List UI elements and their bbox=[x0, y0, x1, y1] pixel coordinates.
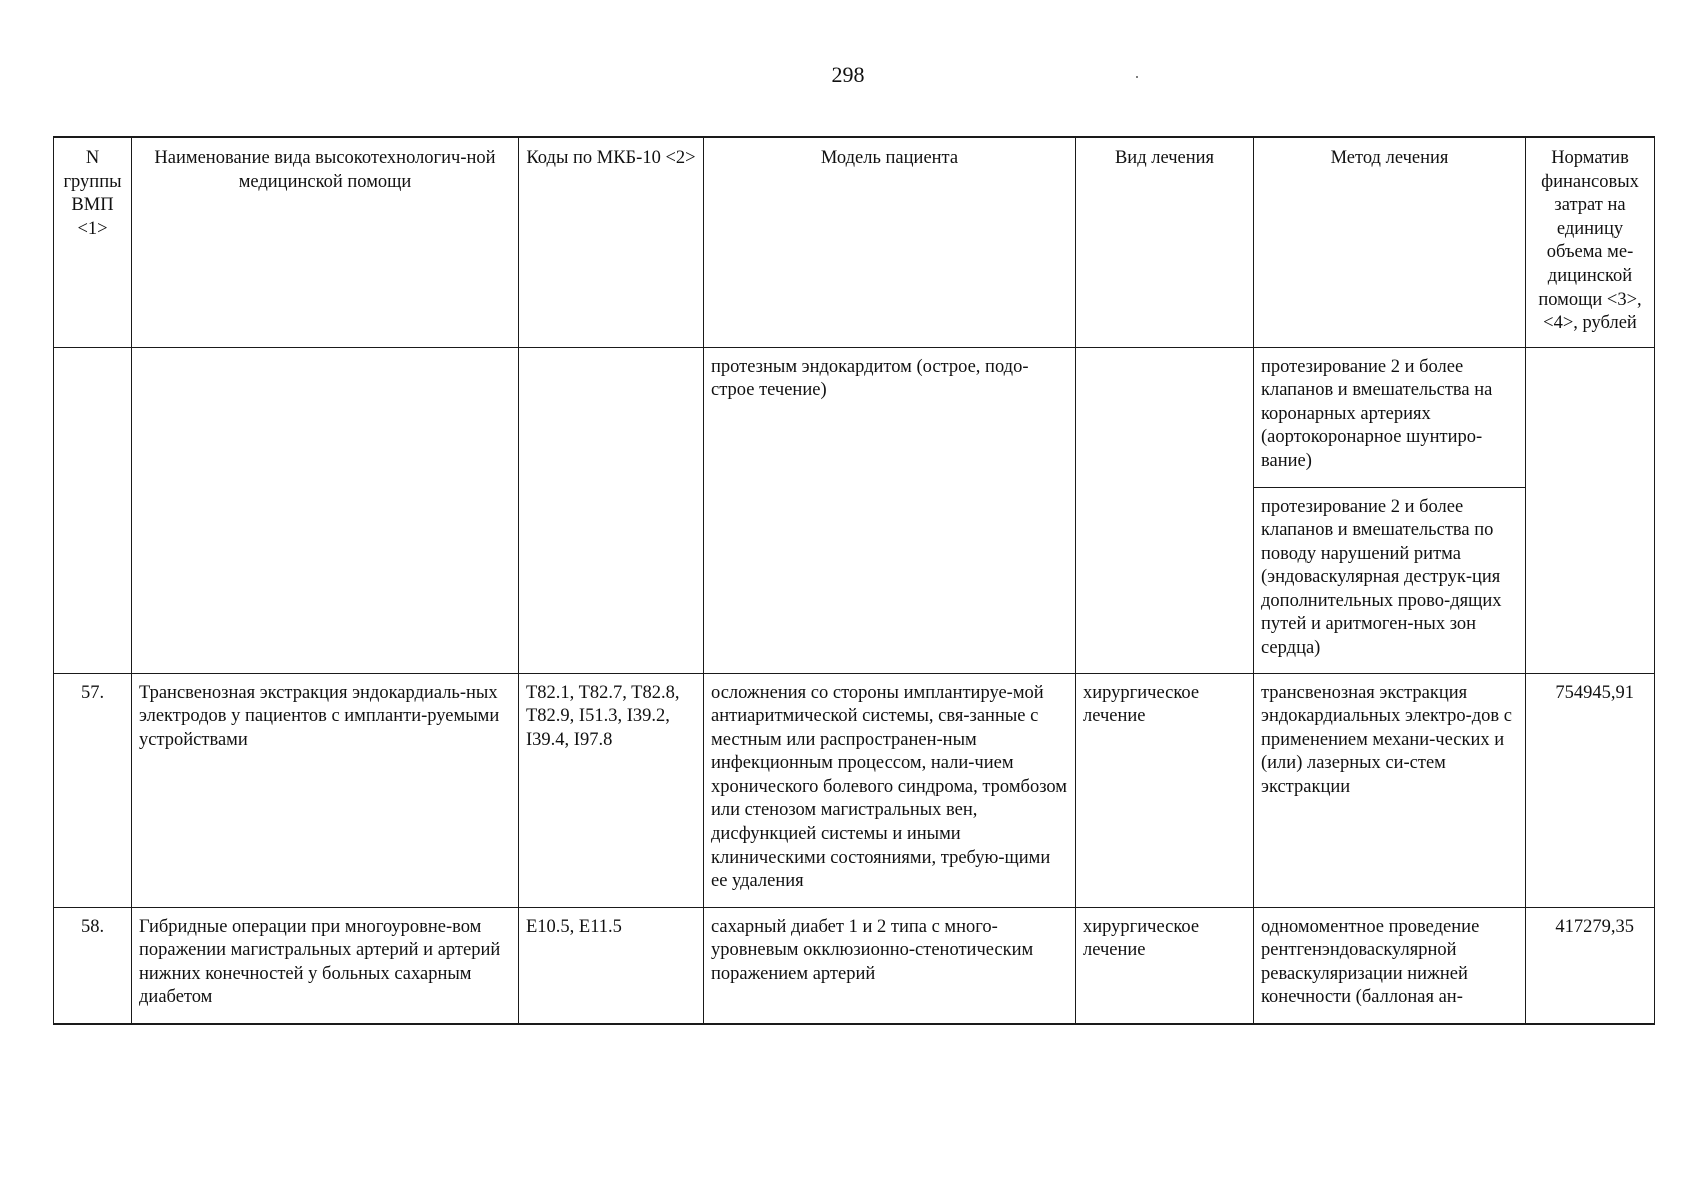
cont-group-cell bbox=[54, 347, 132, 673]
row-group: 57. bbox=[54, 673, 132, 907]
row-treatment-type: хирургическое лечение bbox=[1076, 907, 1254, 1024]
header-norm: Норматив финансовых затрат на единицу объема ме-дицинской помощи <3>, <4>, рублей bbox=[1526, 137, 1655, 347]
cont-treatment-cell bbox=[1076, 347, 1254, 673]
cont-norm-cell bbox=[1526, 347, 1655, 673]
cont-model-cell: протезным эндокардитом (острое, подо-строе течение) bbox=[704, 347, 1076, 673]
row-norm: 754945,91 bbox=[1526, 673, 1655, 907]
cont-name-cell bbox=[132, 347, 519, 673]
row-codes: T82.1, T82.7, T82.8, T82.9, I51.3, I39.2, I39.4, I97.8 bbox=[519, 673, 704, 907]
row-method: трансвенозная экстракция эндокардиальных электро-дов с применением механи-ческих и (или) лазерных си-стем экстракции bbox=[1254, 673, 1526, 907]
header-model: Модель пациента bbox=[704, 137, 1076, 347]
row-model: осложнения со стороны имплантируе-мой антиаритмической системы, свя-занные с местным или распространен-ным инфекционным процессом, нали-чием хронического болевого синдрома, тромбозом или стенозом магистральных вен, дисфункцией системы и иными клиническими состояниями, требую-щими ее удаления bbox=[704, 673, 1076, 907]
row-group: 58. bbox=[54, 907, 132, 1024]
row-norm: 417279,35 bbox=[1526, 907, 1655, 1024]
cont-method-2-cell: протезирование 2 и более клапанов и вмешательства по поводу нарушений ритма (эндоваскулярная деструк-ция дополнительных прово-дящих путей и аритмоген-ных зон сердца) bbox=[1254, 487, 1526, 673]
row-name: Гибридные операции при многоуровне-вом поражении магистральных артерий и артерий нижних конечностей у больных сахарным диабетом bbox=[132, 907, 519, 1024]
header-row bbox=[54, 137, 1655, 347]
scan-speck bbox=[1136, 76, 1138, 78]
row-codes: E10.5, E11.5 bbox=[519, 907, 704, 1024]
row-method: одномоментное проведение рентгенэндоваскулярной реваскуляризации нижней конечности (баллоная ан- bbox=[1254, 907, 1526, 1024]
header-codes: Коды по МКБ-10 <2> bbox=[519, 137, 704, 347]
header-method: Метод лечения bbox=[1254, 137, 1526, 347]
header-treatment-type: Вид лечения bbox=[1076, 137, 1254, 347]
page-number: 298 bbox=[831, 62, 865, 87]
table-row bbox=[54, 907, 1655, 1024]
vmp-table bbox=[53, 136, 1655, 1025]
header-name: Наименование вида высокотехнологич-ной медицинской помощи bbox=[132, 137, 519, 347]
row-name: Трансвенозная экстракция эндокардиаль-ных электродов у пациентов с импланти-руемыми устройствами bbox=[132, 673, 519, 907]
row-model: сахарный диабет 1 и 2 типа с много-уровневым окклюзионно-стенотическим поражением артерий bbox=[704, 907, 1076, 1024]
header-group: N группы ВМП <1> bbox=[54, 137, 132, 347]
cont-method-1-cell: протезирование 2 и более клапанов и вмешательства на коронарных артериях (аортокоронарное шунтиро-вание) bbox=[1254, 347, 1526, 487]
continuation-row bbox=[54, 347, 1655, 487]
row-treatment-type: хирургическое лечение bbox=[1076, 673, 1254, 907]
cont-codes-cell bbox=[519, 347, 704, 673]
table-row bbox=[54, 673, 1655, 907]
